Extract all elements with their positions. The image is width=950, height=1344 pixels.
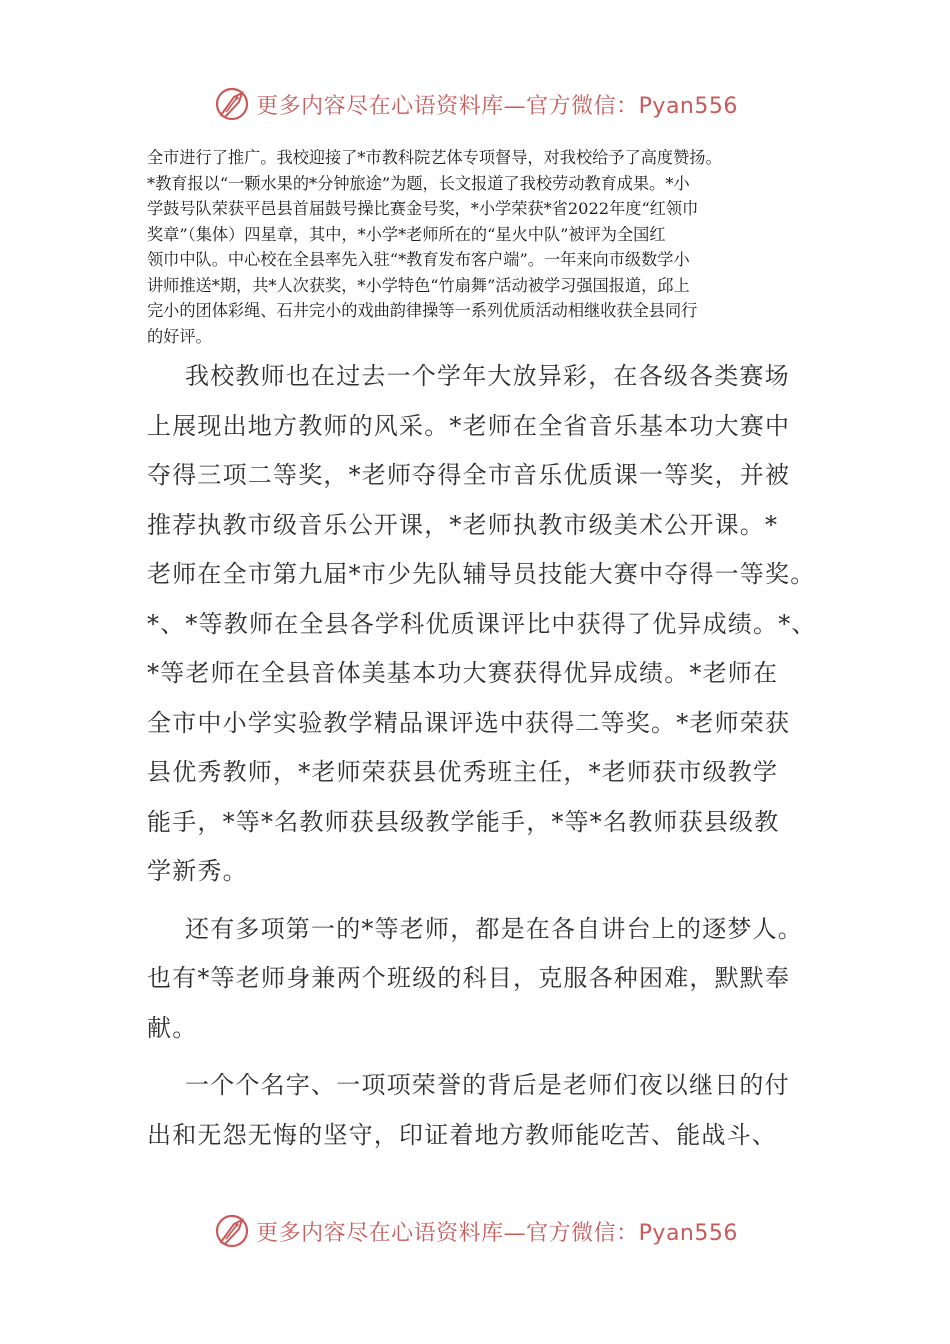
intro-line: *教育报以“一颗水果的*分钟旅途”为题，长文报道了我校劳动教育成果。*小 <box>147 173 690 193</box>
intro-line: 全市进行了推广。我校迎接了*市教科院艺体专项督导，对我校给予了高度赞扬。 <box>147 148 722 167</box>
intro-line: 讲师推送*期，共*人次获奖，*小学特色“竹扇舞”活动被学习强国报道，邱上 <box>147 275 690 295</box>
paragraph-honors <box>147 1061 803 1160</box>
paragraph-line: 老师在全市第九届*市少先队辅导员技能大赛中夺得一等奖。 <box>147 560 816 588</box>
paragraph-dreamers <box>147 905 803 1054</box>
paragraph-line: 夺得三项二等奖，*老师夺得全市音乐优质课一等奖，并被 <box>147 461 791 489</box>
header-banner-text <box>256 89 738 120</box>
paragraph-line: 也有*等老师身兼两个班级的科目，克服各种困难，默默奉 <box>147 964 791 992</box>
paragraph-line: *、*等教师在全县各学科优质课评比中获得了优异成绩。*、 <box>147 609 817 638</box>
header-wechat-id: Pyan556 <box>638 93 738 119</box>
paragraph-line: 推荐执教市级音乐公开课，*老师执教市级美术公开课。* <box>147 510 779 539</box>
paragraph-line: 全市中小学实验教学精品课评选中获得二等奖。*老师荣获 <box>147 708 791 737</box>
paragraph-line: 县优秀教师，*老师荣获县优秀班主任，*老师获市级教学 <box>147 758 779 786</box>
footer-banner-text <box>256 1216 738 1247</box>
intro-line: 的好评。 <box>147 326 212 346</box>
paragraph-line: 我校教师也在过去一个学年大放异彩，在各级各类赛场 <box>185 362 790 390</box>
intro-line: 完小的团体彩绳、石井完小的戏曲韵律操等一系列优质活动相继收获全县同行 <box>147 301 698 320</box>
paragraph-line: 一个个名字、一项项荣誉的背后是老师们夜以继日的付 <box>185 1071 790 1099</box>
intro-paragraph <box>147 145 819 349</box>
intro-line: 领巾中队。中心校在全县率先入驻“*教育发布客户端”。一年来向市级数学小 <box>147 250 690 269</box>
paragraph-line: 献。 <box>147 1013 198 1042</box>
intro-line: 奖章”（集体）四星章，其中，*小学*老师所在的“星火中队”被评为全国红 <box>147 224 666 244</box>
header-site-text: 更多内容尽在心语资料库—官方微信： <box>256 93 639 119</box>
pen-nib-logo-icon <box>212 1211 252 1251</box>
paragraph-line: 还有多项第一的*等老师，都是在各自讲台上的逐梦人。 <box>185 914 803 943</box>
body-text <box>147 352 817 1168</box>
header-banner <box>0 82 950 126</box>
paragraph-line: 能手，*等*名教师获县级教学能手，*等*名教师获县级教 <box>147 807 780 836</box>
pen-nib-logo-icon <box>212 84 252 124</box>
footer-wechat-id: Pyan556 <box>638 1220 738 1246</box>
paragraph-line: 出和无怨无悔的坚守，印证着地方教师能吃苦、能战斗、 <box>147 1120 777 1149</box>
footer-banner <box>0 1209 950 1253</box>
footer-site-text: 更多内容尽在心语资料库—官方微信： <box>256 1220 639 1246</box>
paragraph-line: 学新秀。 <box>147 857 248 885</box>
intro-line: 学鼓号队荣获平邑县首届鼓号操比赛金号奖，*小学荣获*省2022年度“红领巾 <box>147 199 699 218</box>
paragraph-line: 上展现出地方教师的风采。*老师在全省音乐基本功大赛中 <box>147 411 791 440</box>
paragraph-teachers <box>147 352 817 897</box>
paragraph-line: *等老师在全县音体美基本功大赛获得优异成绩。*老师在 <box>147 659 779 687</box>
footer-banner-inner <box>212 1211 738 1251</box>
header-banner-inner <box>212 84 738 124</box>
